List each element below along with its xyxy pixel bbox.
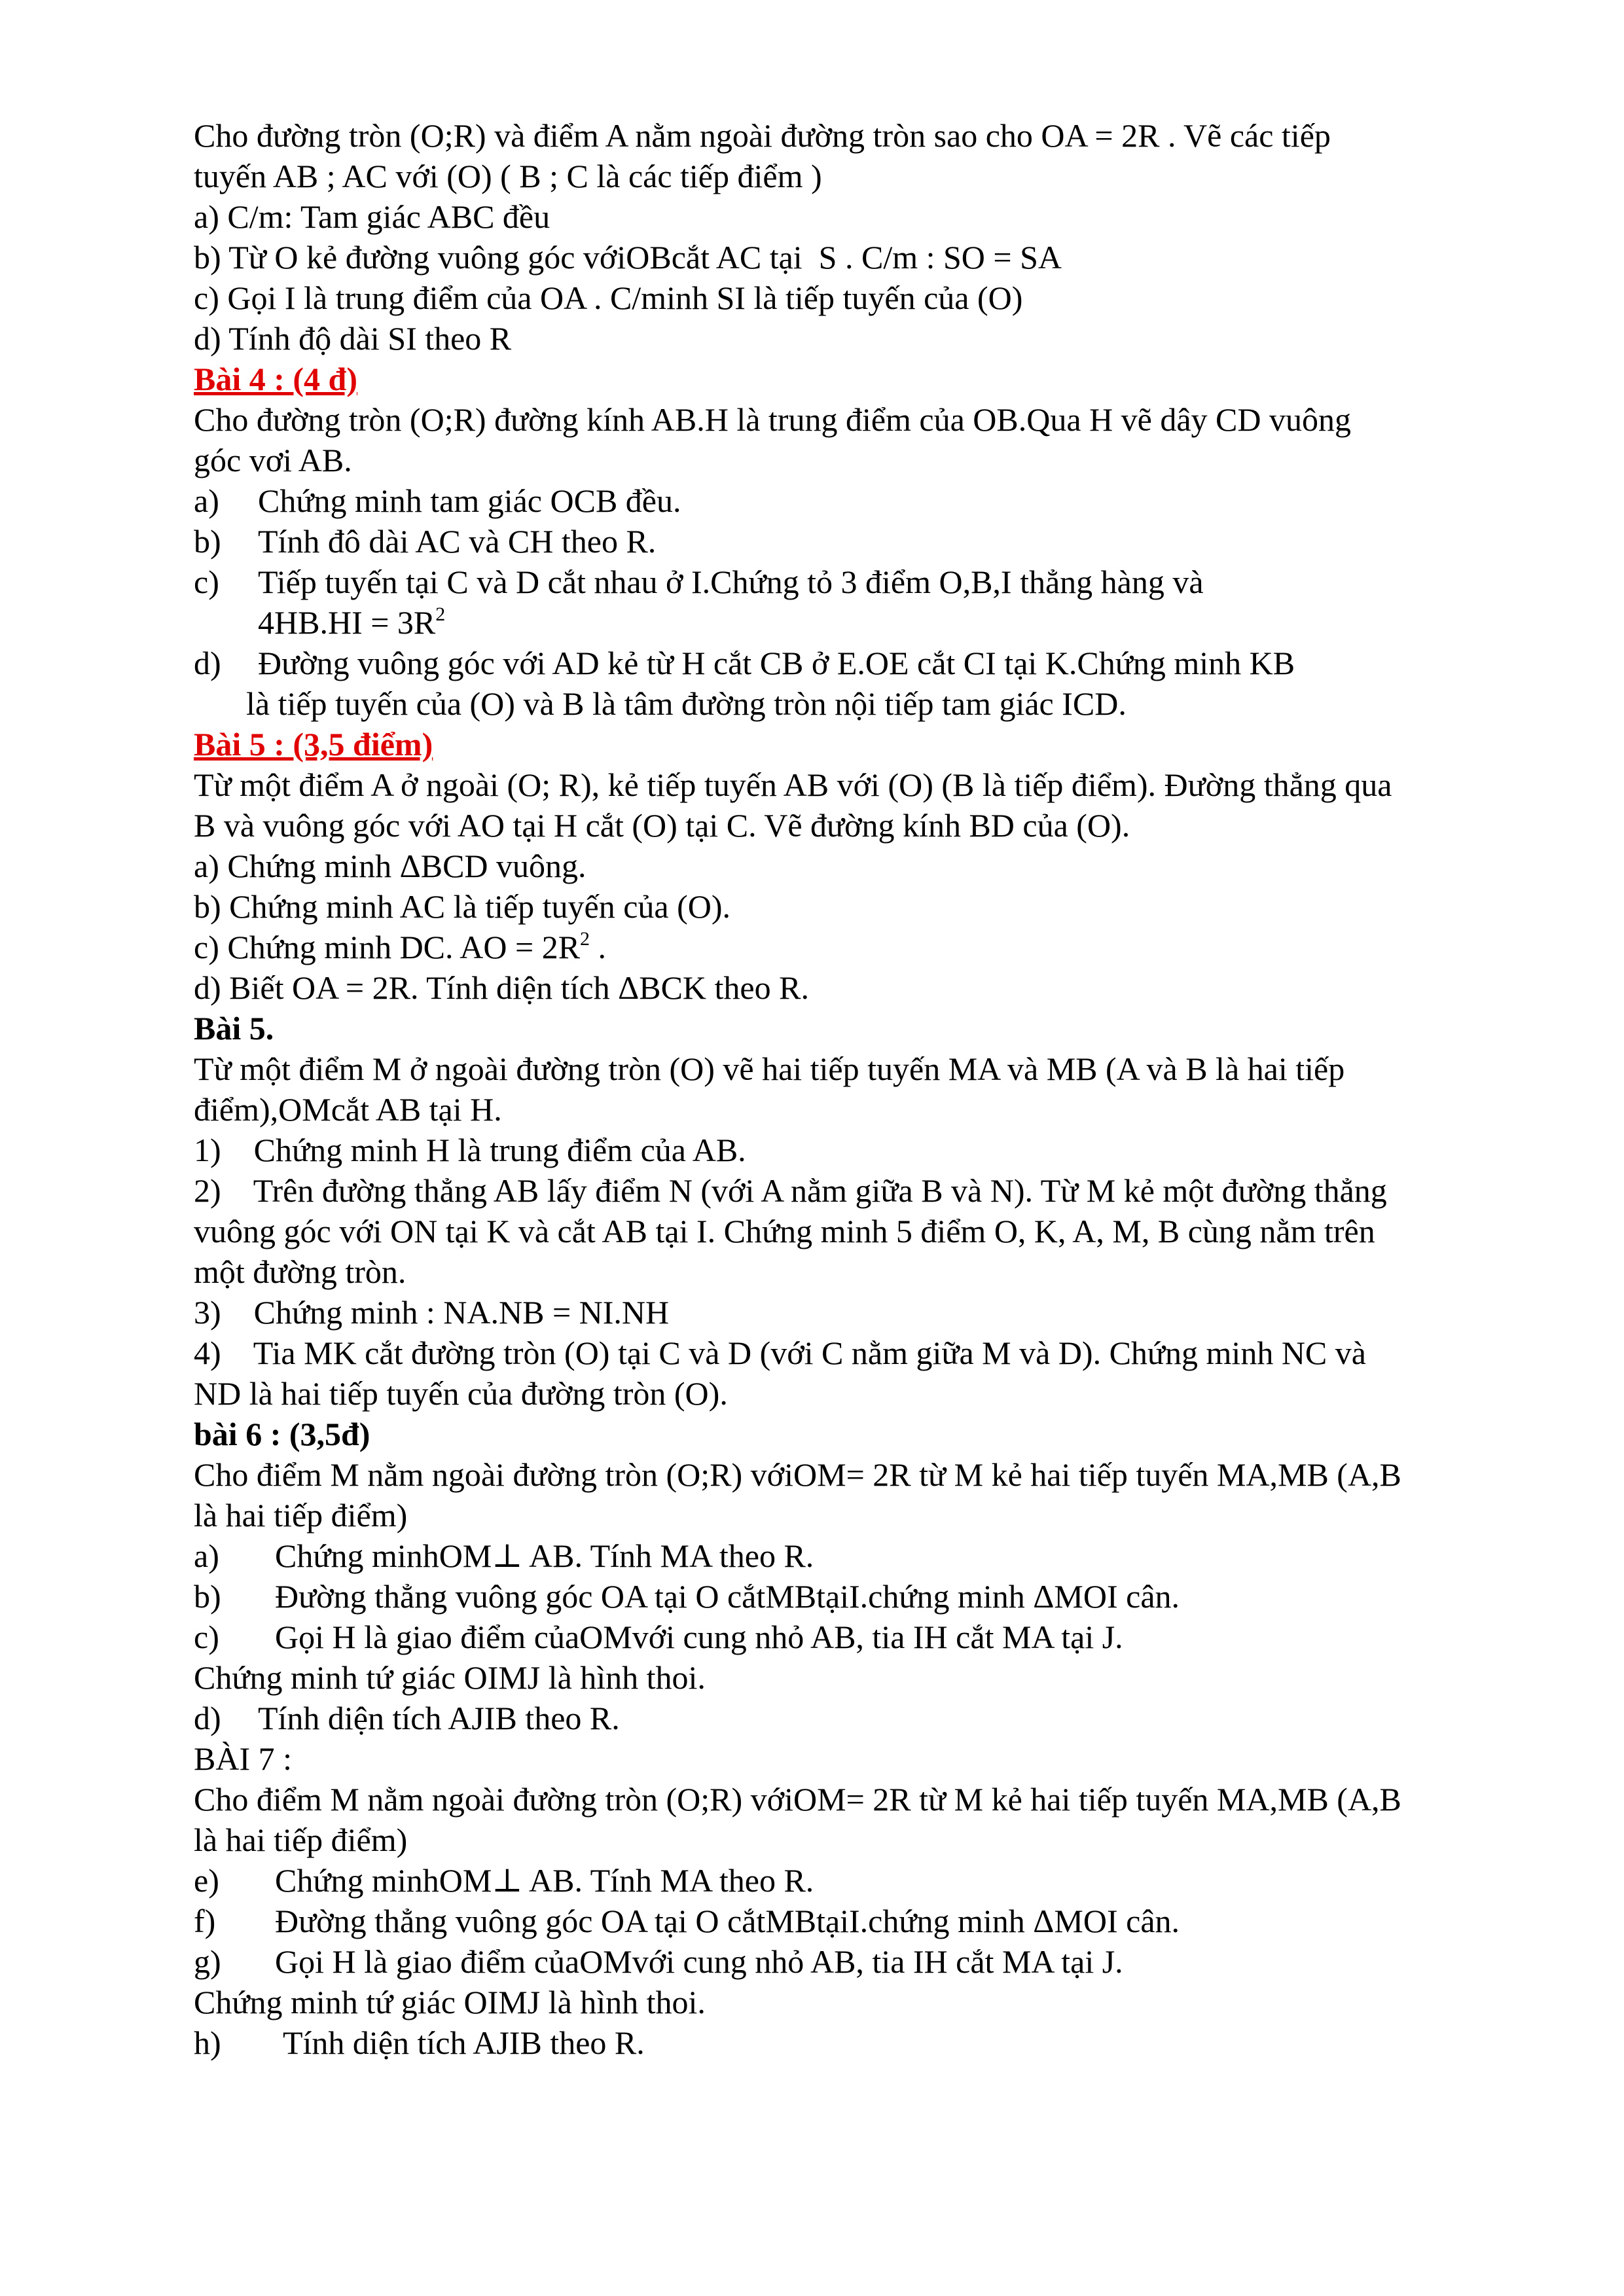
item-text: Tính diện tích AJIB theo R. bbox=[283, 2024, 645, 2061]
formula-text: 4HB.HI = 3R bbox=[258, 604, 436, 641]
document-page bbox=[194, 115, 1529, 2063]
list-item bbox=[194, 643, 1529, 683]
exercise-heading: BÀI 7 : bbox=[194, 1740, 292, 1777]
text-line: a) Chứng minh ΔBCD vuông. bbox=[194, 848, 586, 884]
text-line: Cho đường tròn (O;R) đường kính AB.H là trung điểm của OB.Qua H vẽ dây CD vuông bbox=[194, 401, 1352, 438]
item-label: e) bbox=[194, 1862, 219, 1899]
list-item bbox=[194, 1860, 1529, 1901]
text-line: b) Chứng minh AC là tiếp tuyến của (O). bbox=[194, 888, 731, 925]
list-item bbox=[194, 1535, 1529, 1576]
item-label: g) bbox=[194, 1943, 221, 1980]
item-label: c) bbox=[194, 1619, 219, 1655]
text-line bbox=[194, 927, 1529, 967]
list-item bbox=[194, 1941, 1529, 1982]
list-item bbox=[194, 1576, 1529, 1617]
text-line: B và vuông góc với AO tại H cắt (O) tại C. Vẽ đường kính BD của (O). bbox=[194, 807, 1130, 844]
item-text: Đường thẳng vuông góc OA tại O cắtMBtạiI.chứng minh ΔMOI cân. bbox=[275, 1903, 1180, 1939]
exercise-bai-7 bbox=[194, 1738, 1529, 2063]
exercise-heading: Bài 5 : (3,5 điểm) bbox=[194, 726, 433, 762]
item-text: Chứng minhOM⊥ AB. Tính MA theo R. bbox=[275, 1862, 814, 1899]
item-label: c) bbox=[194, 564, 219, 600]
item-text: Đường vuông góc với AD kẻ từ H cắt CB ở E.OE cắt CI tại K.Chứng minh KB bbox=[258, 645, 1295, 681]
list-item bbox=[194, 562, 1529, 602]
text-line: 4) Tia MK cắt đường tròn (O) tại C và D (với C nằm giữa M và D). Chứng minh NC và bbox=[194, 1335, 1366, 1371]
text-line: b) Từ O kẻ đường vuông góc vớiOBcắt AC tại S . C/m : SO = SA bbox=[194, 239, 1062, 276]
item-label: a) bbox=[194, 482, 219, 519]
list-item bbox=[194, 521, 1529, 562]
item-text: Chứng minh tam giác OCB đều. bbox=[258, 482, 681, 519]
text-line: d) Tính độ dài SI theo R bbox=[194, 320, 512, 357]
item-label: b) bbox=[194, 523, 221, 560]
list-item bbox=[194, 480, 1529, 521]
text-line: Từ một điểm M ở ngoài đường tròn (O) vẽ hai tiếp tuyến MA và MB (A và B là hai tiếp bbox=[194, 1050, 1345, 1087]
item-text: Tiếp tuyến tại C và D cắt nhau ở I.Chứng tỏ 3 điểm O,B,I thẳng hàng và bbox=[258, 564, 1204, 600]
exercise-heading: Bài 4 : (4 đ) bbox=[194, 361, 357, 397]
text-line: điểm),OMcắt AB tại H. bbox=[194, 1091, 502, 1128]
item-text: Gọi H là giao điểm củaOMvới cung nhỏ AB, tia IH cắt MA tại J. bbox=[275, 1943, 1123, 1980]
list-item bbox=[194, 1901, 1529, 1941]
intro-problem bbox=[194, 115, 1529, 359]
item-text: Đường thẳng vuông góc OA tại O cắtMBtạiI.chứng minh ΔMOI cân. bbox=[275, 1578, 1180, 1615]
formula-text: c) Chứng minh DC. AO = 2R bbox=[194, 929, 581, 965]
text-line: là hai tiếp điểm) bbox=[194, 1821, 408, 1858]
text-line: 1) Chứng minh H là trung điểm của AB. bbox=[194, 1132, 746, 1168]
superscript: 2 bbox=[435, 603, 446, 625]
text-line: a) C/m: Tam giác ABC đều bbox=[194, 198, 550, 235]
superscript: 2 bbox=[580, 928, 590, 950]
item-text: Chứng minhOM⊥ AB. Tính MA theo R. bbox=[275, 1537, 814, 1574]
text-line: Cho điểm M nằm ngoài đường tròn (O;R) vớiOM= 2R từ M kẻ hai tiếp tuyến MA,MB (A,B bbox=[194, 1781, 1401, 1818]
list-item-continuation bbox=[194, 602, 1529, 643]
list-item bbox=[194, 2022, 1529, 2063]
text-line: Chứng minh tứ giác OIMJ là hình thoi. bbox=[194, 1984, 706, 2020]
item-label: b) bbox=[194, 1578, 221, 1615]
text-line: d) Biết OA = 2R. Tính diện tích ΔBCK theo R. bbox=[194, 969, 809, 1006]
text-line: là hai tiếp điểm) bbox=[194, 1497, 408, 1534]
text-line: vuông góc với ON tại K và cắt AB tại I. Chứng minh 5 điểm O, K, A, M, B cùng nằm trên bbox=[194, 1213, 1375, 1249]
item-label: f) bbox=[194, 1903, 216, 1939]
text-line: góc vơi AB. bbox=[194, 442, 352, 478]
text-line: ND là hai tiếp tuyến của đường tròn (O). bbox=[194, 1375, 728, 1412]
text-line: Cho điểm M nằm ngoài đường tròn (O;R) vớiOM= 2R từ M kẻ hai tiếp tuyến MA,MB (A,B bbox=[194, 1456, 1401, 1493]
text-line: c) Gọi I là trung điểm của OA . C/minh SI là tiếp tuyến của (O) bbox=[194, 279, 1023, 316]
text-line: tuyến AB ; AC với (O) ( B ; C là các tiếp điểm ) bbox=[194, 158, 822, 194]
text-line: Chứng minh tứ giác OIMJ là hình thoi. bbox=[194, 1659, 706, 1696]
list-item-continuation: là tiếp tuyến của (O) và B là tâm đường tròn nội tiếp tam giác ICD. bbox=[246, 685, 1127, 722]
exercise-bai-5-second bbox=[194, 1008, 1529, 1414]
text-line: một đường tròn. bbox=[194, 1253, 406, 1290]
list-item bbox=[194, 1617, 1529, 1657]
text-line: 2) Trên đường thẳng AB lấy điểm N (với A nằm giữa B và N). Từ M kẻ một đường thẳng bbox=[194, 1172, 1387, 1209]
item-label: d) bbox=[194, 645, 221, 681]
item-label: a) bbox=[194, 1537, 219, 1574]
item-label: h) bbox=[194, 2024, 221, 2061]
item-label: d) bbox=[194, 1700, 221, 1736]
exercise-heading: bài 6 : (3,5đ) bbox=[194, 1416, 370, 1452]
text-line: Từ một điểm A ở ngoài (O; R), kẻ tiếp tuyến AB với (O) (B là tiếp điểm). Đường thẳng qua bbox=[194, 766, 1392, 803]
text-line: Cho đường tròn (O;R) và điểm A nằm ngoài đường tròn sao cho OA = 2R . Vẽ các tiếp bbox=[194, 117, 1331, 154]
list-item bbox=[194, 1698, 1529, 1738]
exercise-heading: Bài 5. bbox=[194, 1010, 274, 1047]
item-text: Tính diện tích AJIB theo R. bbox=[258, 1700, 620, 1736]
formula-tail: . bbox=[590, 929, 607, 965]
exercise-bai-4 bbox=[194, 359, 1529, 724]
item-text: Gọi H là giao điểm củaOMvới cung nhỏ AB, tia IH cắt MA tại J. bbox=[275, 1619, 1123, 1655]
exercise-bai-5-first bbox=[194, 724, 1529, 1008]
text-line: 3) Chứng minh : NA.NB = NI.NH bbox=[194, 1294, 670, 1331]
item-text: Tính đô dài AC và CH theo R. bbox=[258, 523, 657, 560]
exercise-bai-6 bbox=[194, 1414, 1529, 1738]
